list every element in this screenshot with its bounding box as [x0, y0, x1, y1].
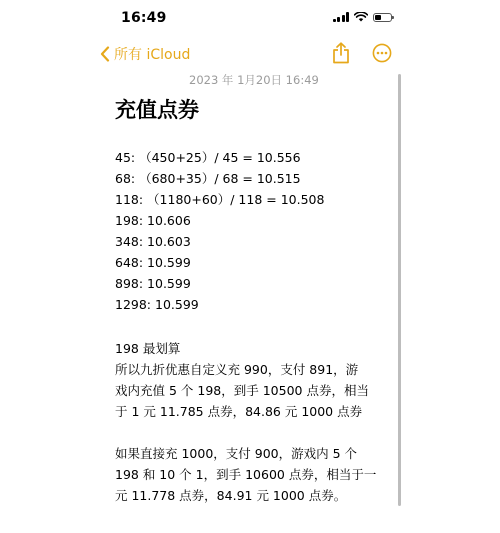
note-date: 2023 年 1月20日 16:49	[189, 73, 319, 87]
chevron-left-icon	[100, 46, 110, 62]
status-bar	[0, 0, 500, 38]
wifi-icon	[354, 12, 368, 22]
note-line: 898: 10.599	[115, 276, 191, 291]
note-line: 所以九折优惠自定义充 990，支付 891，游	[115, 362, 359, 377]
nav-bar	[0, 40, 500, 70]
scrollbar[interactable]	[398, 74, 401, 506]
note-line: 1298: 10.599	[115, 297, 199, 312]
note-line: 118: （1180+60）/ 118 = 10.508	[115, 192, 325, 207]
note-line: 198 最划算	[115, 341, 181, 356]
status-icons	[333, 12, 393, 22]
cellular-signal-icon	[333, 12, 350, 22]
note-title: 充值点券	[115, 98, 199, 122]
back-button[interactable]	[100, 44, 190, 64]
more-ellipsis-icon[interactable]	[372, 43, 392, 63]
note-body[interactable]	[115, 70, 399, 533]
note-line: 戏内充值 5 个 198，到手 10500 点券，相当	[115, 383, 369, 398]
note-line: 348: 10.603	[115, 234, 191, 249]
share-icon[interactable]	[332, 42, 350, 64]
note-line: 如果直接充 1000，支付 900，游戏内 5 个	[115, 446, 358, 461]
note-line: 于 1 元 11.785 点券，84.86 元 1000 点券	[115, 404, 363, 419]
note-line: 198: 10.606	[115, 213, 191, 228]
note-line: 198 和 10 个 1，到手 10600 点券，相当于一	[115, 467, 377, 482]
battery-icon	[373, 13, 392, 22]
note-line: 648: 10.599	[115, 255, 191, 270]
status-time: 16:49	[121, 10, 167, 26]
note-line: 45: （450+25）/ 45 = 10.556	[115, 150, 301, 165]
nav-actions	[332, 42, 392, 64]
back-button-label: 所有 iCloud	[114, 47, 191, 63]
battery-fill	[375, 15, 381, 20]
note-line: 68: （680+35）/ 68 = 10.515	[115, 171, 301, 186]
note-line: 元 11.778 点券，84.91 元 1000 点券。	[115, 488, 347, 503]
